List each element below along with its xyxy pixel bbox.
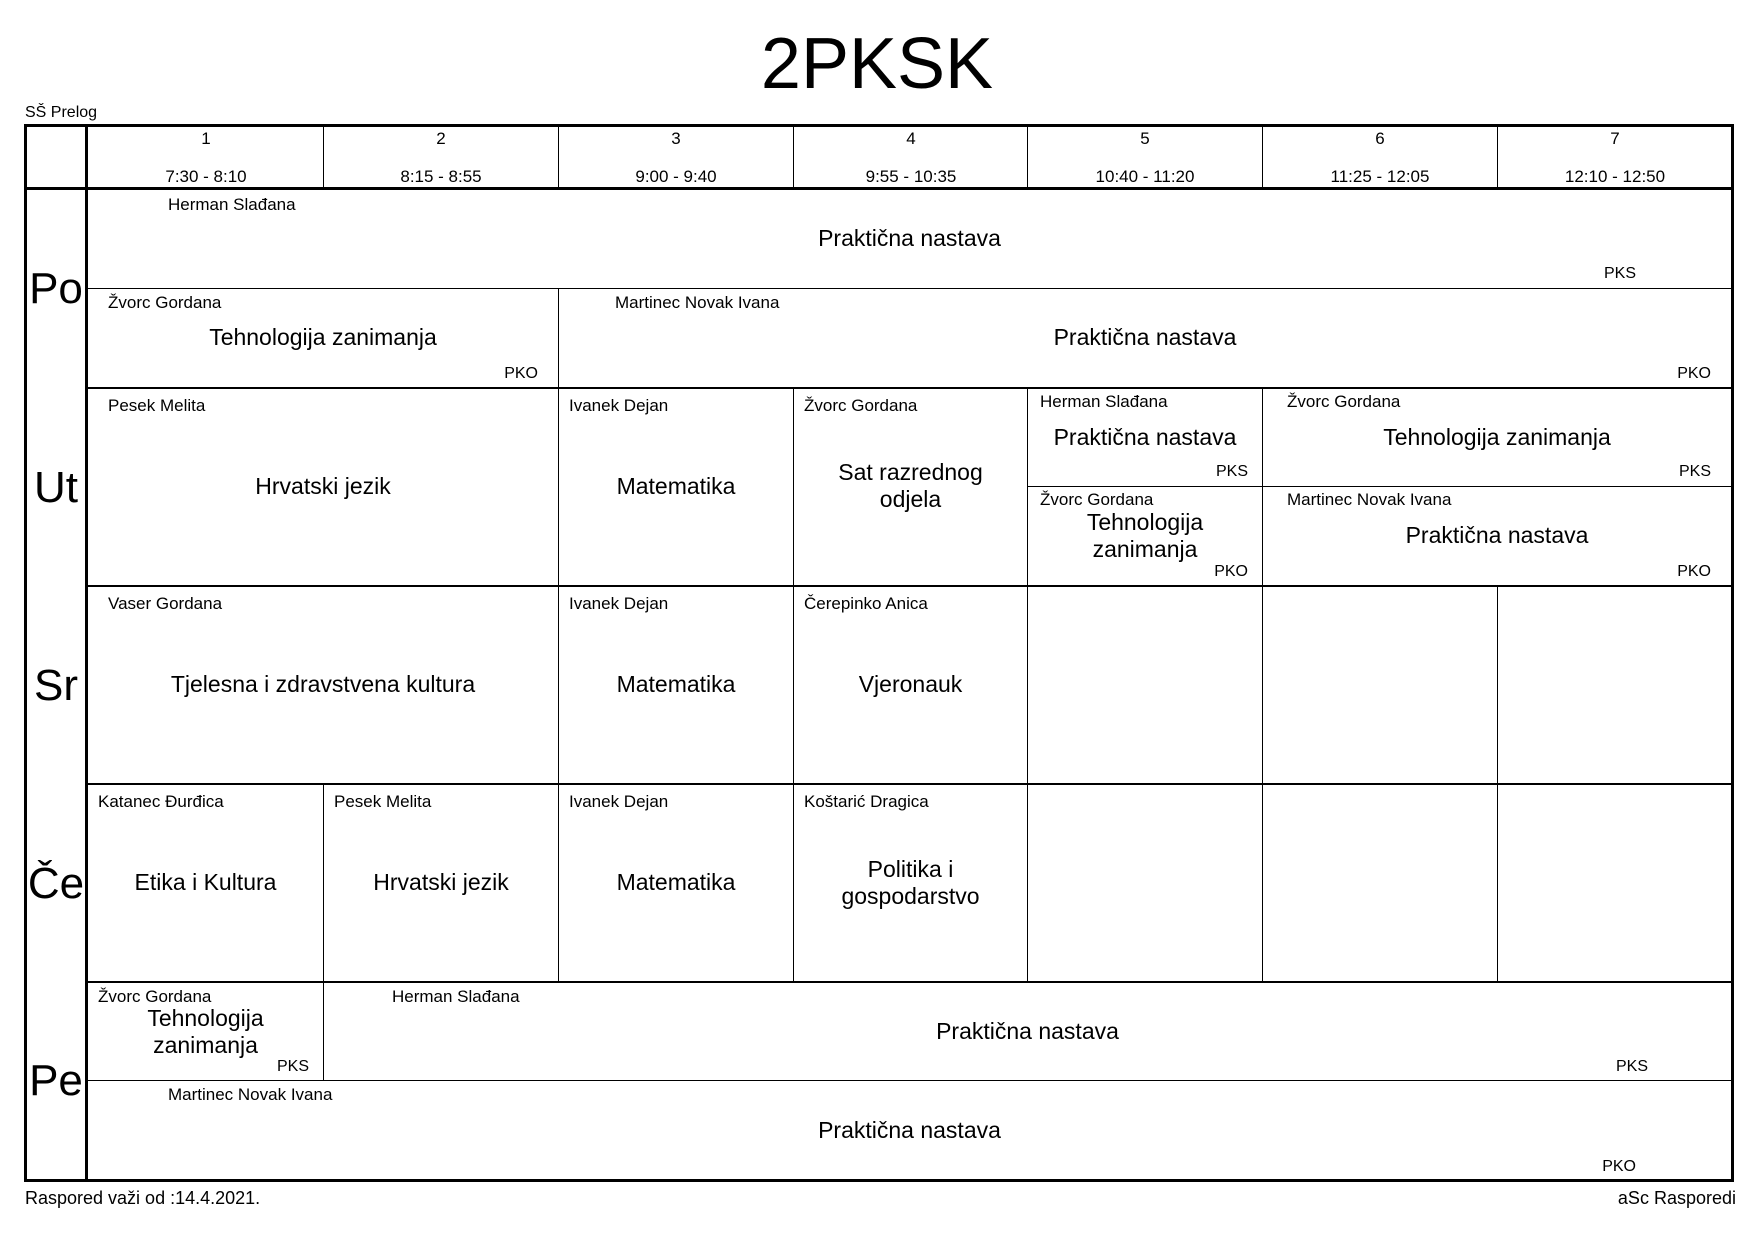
lesson-teacher: Martinec Novak Ivana	[1287, 490, 1452, 509]
lesson-teacher: Herman Slađana	[392, 987, 520, 1006]
lesson-room: PKS	[1603, 265, 1636, 282]
period-time: 8:15 - 8:55	[400, 167, 482, 186]
lesson-teacher: Ivanek Dejan	[569, 396, 669, 415]
lesson-subject: Matematika	[616, 473, 736, 499]
lesson-subject: Praktična nastava	[936, 1018, 1119, 1044]
lesson-cell	[1263, 487, 1731, 585]
lesson-teacher: Žvorc Gordana	[98, 987, 212, 1006]
lesson-subject: Praktična nastava	[1053, 424, 1237, 450]
lesson-room: PKS	[1615, 1058, 1648, 1075]
lesson-cell	[88, 587, 558, 783]
period-number: 7	[1610, 129, 1620, 148]
grid-line	[1497, 587, 1498, 981]
lesson-teacher: Pesek Melita	[334, 792, 432, 811]
lesson-teacher: Herman Slađana	[168, 195, 296, 214]
lesson-cell	[559, 785, 793, 981]
lesson-cell	[1028, 487, 1262, 585]
software-credit: aSc Rasporedi	[1617, 1188, 1736, 1208]
day-label: Če	[27, 859, 85, 908]
lesson-room: PKO	[1214, 563, 1248, 580]
lesson-subject: Hrvatski jezik	[373, 869, 509, 895]
lesson-subject: Tjelesna i zdravstvena kultura	[170, 671, 476, 697]
period-time: 7:30 - 8:10	[165, 167, 247, 186]
lesson-teacher: Ivanek Dejan	[569, 792, 669, 811]
day-label: Pe	[29, 1056, 83, 1105]
lesson-subject: Tehnologija zanimanja	[1086, 509, 1204, 562]
lesson-room: PKO	[504, 365, 538, 382]
lesson-cell	[559, 587, 793, 783]
lesson-subject: Politika i gospodarstvo	[841, 856, 980, 909]
lesson-cell	[324, 983, 1731, 1080]
lesson-subject: Vjeronauk	[858, 671, 963, 697]
lesson-teacher: Katanec Đurđica	[98, 792, 224, 811]
period-number: 2	[436, 129, 446, 148]
day-label: Sr	[34, 661, 78, 710]
lesson-teacher: Žvorc Gordana	[1040, 490, 1154, 509]
lesson-teacher: Vaser Gordana	[108, 594, 223, 613]
lesson-teacher: Martinec Novak Ivana	[168, 1085, 333, 1104]
lesson-teacher: Žvorc Gordana	[108, 293, 222, 312]
lesson-room: PKS	[1215, 463, 1248, 480]
lesson-cell	[559, 389, 793, 585]
period-time: 10:40 - 11:20	[1095, 167, 1195, 186]
lesson-teacher: Žvorc Gordana	[804, 396, 918, 415]
lesson-room: PKS	[276, 1058, 309, 1075]
lesson-cell	[1028, 389, 1262, 486]
lesson-teacher: Čerepinko Anica	[804, 594, 928, 613]
lesson-room: PKO	[1677, 365, 1711, 382]
lesson-subject: Praktična nastava	[1405, 522, 1589, 548]
lesson-cell	[88, 389, 558, 585]
lesson-subject: Sat razrednog odjela	[838, 459, 983, 512]
lesson-subject: Praktična nastava	[1053, 324, 1237, 350]
day-label: Po	[29, 264, 83, 313]
period-time: 9:00 - 9:40	[635, 167, 717, 186]
lesson-room: PKS	[1678, 463, 1711, 480]
lesson-subject: Matematika	[616, 671, 736, 697]
lesson-cell	[88, 785, 323, 981]
lesson-teacher: Koštarić Dragica	[804, 792, 929, 811]
lesson-cell	[794, 785, 1027, 981]
lesson-cell	[1263, 389, 1731, 486]
lesson-room: PKO	[1602, 1158, 1636, 1175]
period-time: 9:55 - 10:35	[865, 167, 957, 186]
lesson-teacher: Herman Slađana	[1040, 392, 1168, 411]
lesson-subject: Etika i Kultura	[134, 869, 277, 895]
period-number: 6	[1375, 129, 1385, 148]
lesson-subject: Tehnologija zanimanja	[1383, 424, 1611, 450]
lesson-teacher: Martinec Novak Ivana	[615, 293, 780, 312]
school-name: SŠ Prelog	[25, 104, 98, 121]
lesson-cell	[88, 190, 1731, 288]
lesson-teacher: Žvorc Gordana	[1287, 392, 1401, 411]
validity-note: Raspored važi od :14.4.2021.	[25, 1188, 261, 1208]
period-number: 4	[906, 129, 916, 148]
period-number: 1	[201, 129, 211, 148]
period-number: 5	[1140, 129, 1150, 148]
lesson-cell	[559, 289, 1731, 387]
lesson-cell	[324, 785, 558, 981]
day-label: Ut	[34, 463, 78, 512]
lesson-teacher: Ivanek Dejan	[569, 594, 669, 613]
lesson-subject: Praktična nastava	[818, 225, 1001, 251]
lesson-teacher: Pesek Melita	[108, 396, 206, 415]
period-time: 12:10 - 12:50	[1564, 167, 1666, 186]
grid-line	[1262, 587, 1263, 981]
lesson-room: PKO	[1677, 563, 1711, 580]
lesson-cell	[794, 587, 1027, 783]
period-time: 11:25 - 12:05	[1330, 167, 1430, 186]
lesson-subject: Matematika	[616, 869, 736, 895]
lesson-subject: Hrvatski jezik	[255, 473, 391, 499]
lesson-subject: Praktična nastava	[818, 1117, 1001, 1143]
page-title: 2PKSK	[760, 24, 994, 104]
lesson-cell	[88, 983, 323, 1080]
lesson-cell	[88, 289, 558, 387]
period-number: 3	[671, 129, 681, 148]
lesson-subject: Tehnologija zanimanja	[209, 324, 437, 350]
lesson-subject: Tehnologija zanimanja	[147, 1005, 264, 1058]
lesson-cell	[794, 389, 1027, 585]
lesson-cell	[88, 1081, 1731, 1179]
